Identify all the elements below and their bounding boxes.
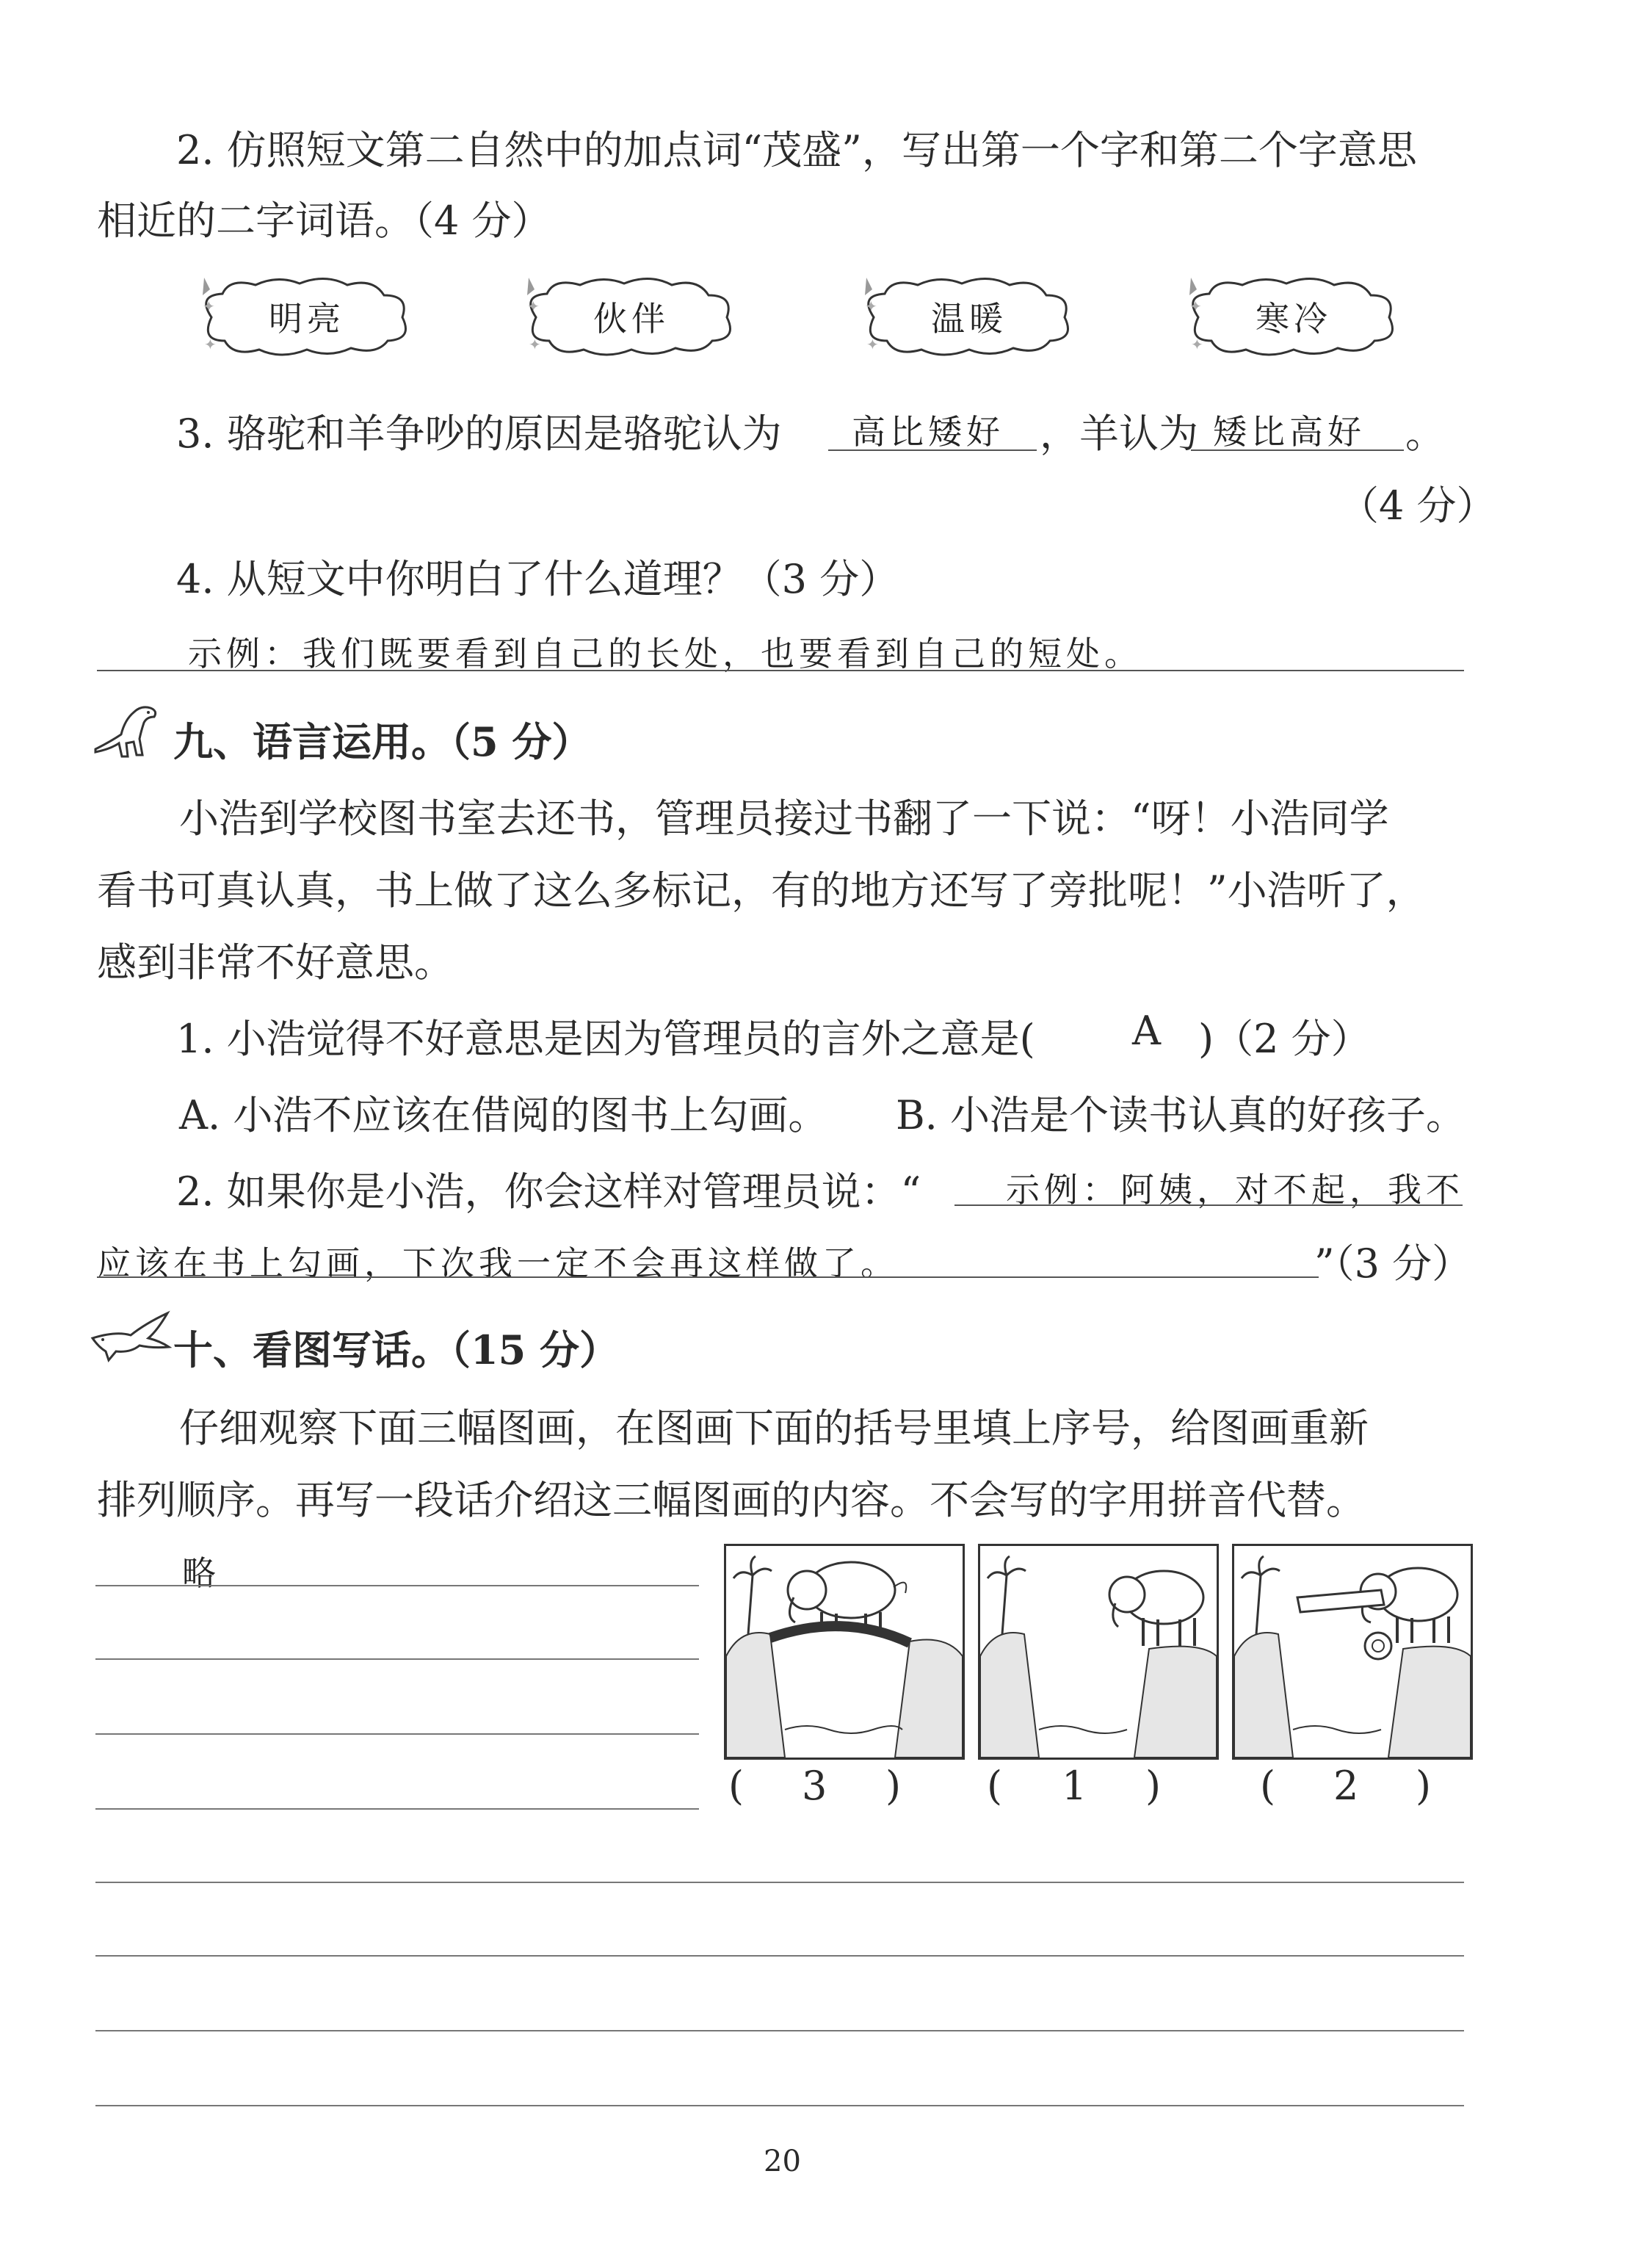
word-cloud-3: [852, 273, 1087, 360]
elephant-bridge-scene: [726, 1546, 963, 1758]
svg-text:✦: ✦: [866, 336, 879, 353]
picture-panel-2: [978, 1544, 1219, 1760]
order-value-3: 2: [1333, 1763, 1359, 1809]
word-4: 寒冷: [1256, 299, 1332, 339]
picture-panel-3: [1232, 1544, 1473, 1760]
sec9-title: 九、语言运用。（5 分）: [173, 718, 592, 765]
order-paren-3-close: ): [1416, 1763, 1432, 1809]
svg-text:✦: ✦: [204, 336, 217, 353]
writing-line-1: [95, 1585, 699, 1586]
sec9-p1: 小浩到学校图书室去还书，管理员接过书翻了一下说：“呀！小浩同学: [179, 795, 1389, 842]
sec9-q2-blank2: [97, 1276, 1319, 1278]
sec10-answer: 略: [182, 1553, 220, 1593]
word-1: 明亮: [269, 299, 345, 339]
sec10-title: 十、看图写话。（15 分）: [173, 1326, 619, 1373]
svg-text:✦: ✦: [1189, 297, 1202, 315]
q3-answer1: 高比矮好: [852, 412, 1004, 452]
word-cloud-2: [514, 273, 749, 360]
word-3: 温暖: [931, 299, 1007, 339]
writing-line-2: [95, 1658, 699, 1660]
q4-question: 4. 从短文中你明白了什么道理？（3 分）: [176, 556, 899, 602]
sec9-q2-blank1: [954, 1204, 1463, 1206]
q3-blank1: [828, 449, 1037, 451]
order-paren-2: (: [987, 1763, 1003, 1809]
writing-line-6: [95, 1955, 1464, 1957]
q3-middle: ，羊认为: [1040, 411, 1198, 457]
sec9-q1: 1. 小浩觉得不好意思是因为管理员的言外之意是(: [176, 1016, 1035, 1062]
sec9-q2-answer1: 示例：阿姨，对不起，我不: [1006, 1170, 1464, 1210]
q2-line2: 相近的二字词语。（4 分）: [97, 198, 551, 244]
picture-panel-1: [724, 1544, 965, 1760]
q3-prefix: 3. 骆驼和羊争吵的原因是骆驼认为: [176, 411, 782, 457]
svg-text:✦: ✦: [529, 336, 541, 353]
word-cloud-4: [1176, 273, 1411, 360]
word-2: 伙伴: [593, 299, 670, 339]
writing-line-3: [95, 1733, 699, 1735]
sec9-optA: A. 小浩不应该在借阅的图书上勾画。: [179, 1092, 828, 1138]
sec9-optB: B. 小浩是个读书认真的好孩子。: [896, 1092, 1466, 1138]
order-paren-1: (: [728, 1763, 745, 1809]
order-paren-1-close: ): [885, 1763, 902, 1809]
order-value-2: 1: [1062, 1763, 1087, 1809]
sec10-p1: 仔细观察下面三幅图画，在图画下面的括号里填上序号，给图画重新: [179, 1405, 1369, 1451]
sec9-q1-score: )（2 分）: [1198, 1016, 1371, 1062]
q2-line1: 2. 仿照短文第二自然中的加点词“茂盛”，写出第一个字和第二个字意思: [176, 127, 1417, 173]
writing-line-7: [95, 2030, 1464, 2031]
elephant-log-scene: [1234, 1546, 1471, 1758]
svg-text:✦: ✦: [527, 297, 540, 315]
sec9-p2: 看书可真认真，书上做了这么多标记，有的地方还写了旁批呢！”小浩听了，: [97, 867, 1426, 914]
sec10-p2: 排列顺序。再写一段话介绍这三幅图画的内容。不会写的字用拼音代替。: [97, 1477, 1366, 1523]
page-number: 20: [764, 2145, 801, 2178]
order-value-1: 3: [802, 1763, 827, 1809]
bird-icon: [87, 1309, 175, 1368]
q4-answer: 示例：我们既要看到自己的长处，也要看到自己的短处。: [188, 634, 1142, 673]
dinosaur-icon: [88, 698, 169, 764]
order-paren-2-close: ): [1145, 1763, 1162, 1809]
writing-line-8: [95, 2105, 1464, 2106]
order-paren-3: (: [1260, 1763, 1276, 1809]
elephant-cliff-scene: [980, 1546, 1217, 1758]
q4-answer-line: [97, 670, 1464, 671]
q3-end: 。: [1405, 411, 1445, 457]
q3-blank2: [1191, 449, 1404, 451]
sec9-q2-prefix: 2. 如果你是小浩，你会这样对管理员说：“: [176, 1168, 921, 1215]
svg-text:✦: ✦: [203, 297, 215, 315]
writing-line-5: [95, 1882, 1464, 1883]
q3-score: （4 分）: [1339, 483, 1496, 529]
sec9-q2-answer2: 应该在书上勾画，下次我一定不会再这样做了。: [97, 1243, 899, 1283]
q3-answer2: 矮比高好: [1213, 412, 1366, 452]
sec9-q1-answer: A: [1132, 1008, 1161, 1054]
sec9-p3: 感到非常不好意思。: [97, 939, 454, 986]
writing-line-4: [95, 1808, 699, 1810]
word-cloud-1: [189, 273, 424, 360]
svg-text:✦: ✦: [865, 297, 877, 315]
svg-text:✦: ✦: [1191, 336, 1203, 353]
sec9-q2-end: ”（3 分）: [1314, 1240, 1472, 1287]
